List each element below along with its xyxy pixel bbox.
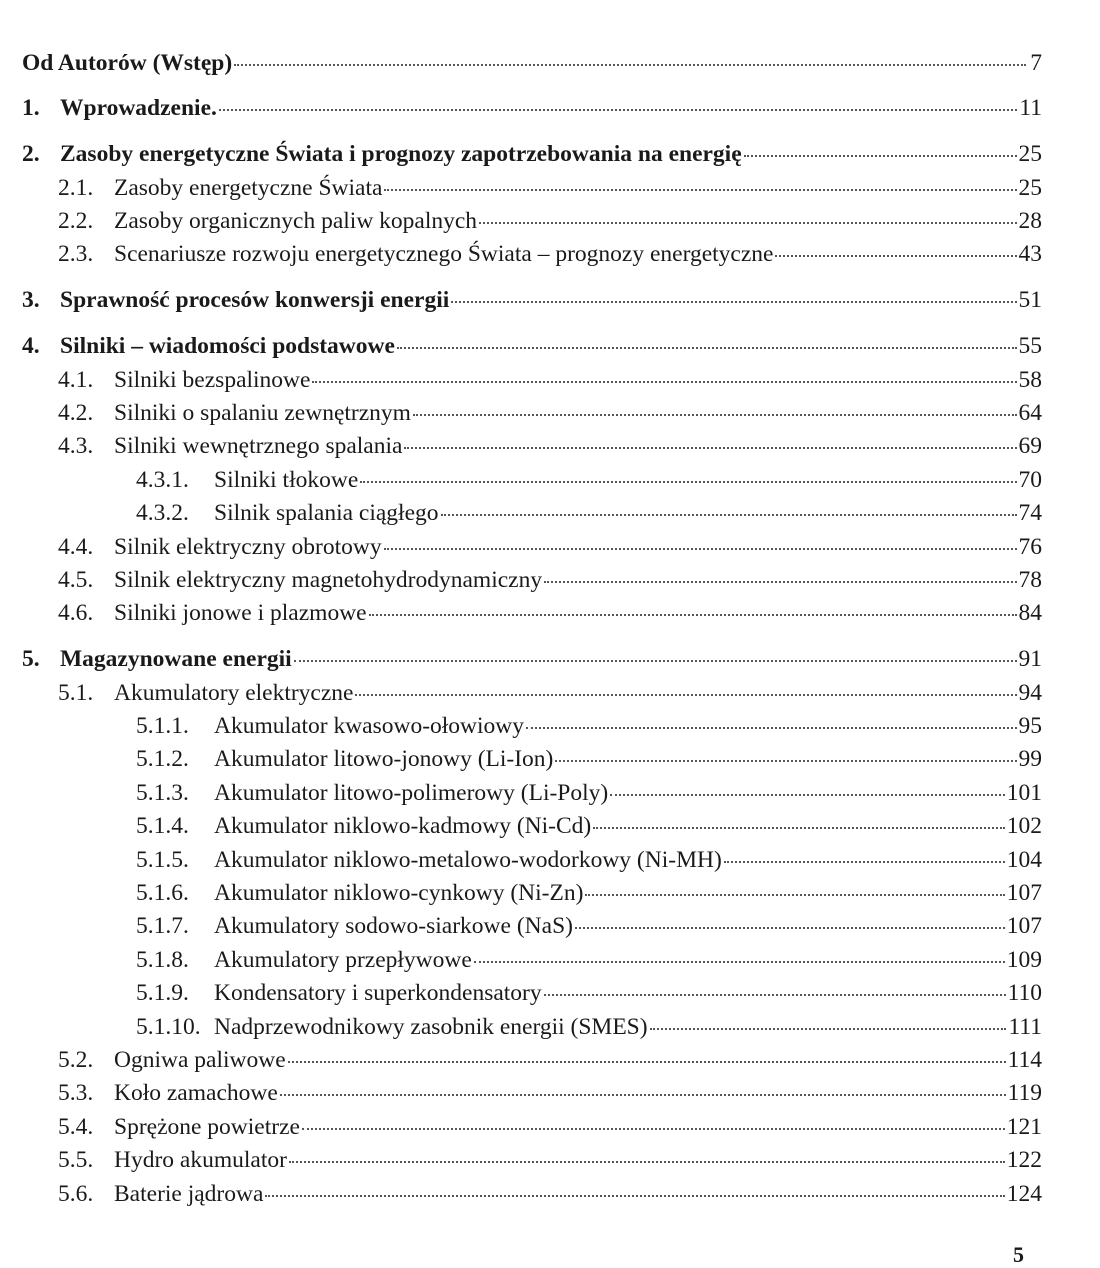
toc-entry-page: 55 bbox=[1018, 333, 1042, 360]
toc-entry-number: 5.6. bbox=[58, 1180, 94, 1207]
toc-entry-title: Akumulator kwasowo-ołowiowy bbox=[214, 713, 525, 740]
dot-leader bbox=[610, 776, 1005, 800]
toc-entry-page: 111 bbox=[1008, 1013, 1042, 1040]
dot-leader bbox=[384, 530, 1017, 554]
toc-entry[interactable] bbox=[22, 1010, 1042, 1043]
dot-leader bbox=[384, 171, 1016, 195]
toc-entry-page: 121 bbox=[1006, 1113, 1042, 1140]
toc-entry-title: Hydro akumulator bbox=[114, 1147, 287, 1174]
toc-entry[interactable] bbox=[22, 810, 1042, 843]
dot-leader bbox=[288, 1043, 1006, 1067]
dot-leader bbox=[404, 430, 1016, 454]
toc-entry[interactable] bbox=[22, 597, 1042, 630]
toc-entry[interactable] bbox=[22, 284, 1042, 317]
toc-entry[interactable] bbox=[22, 943, 1042, 976]
dot-leader bbox=[724, 843, 1005, 867]
toc-entry-page: 99 bbox=[1018, 746, 1042, 773]
toc-entry-number: 5.1.3. bbox=[136, 779, 189, 806]
dot-leader bbox=[555, 743, 1016, 767]
toc-entry-number: 2.2. bbox=[58, 208, 94, 235]
dot-leader bbox=[219, 92, 1017, 116]
dot-leader bbox=[280, 1077, 1006, 1101]
toc-entry-number: 2. bbox=[22, 141, 40, 168]
toc-entry-title: Akumulator niklowo-metalowo-wodorkowy (Ni-MH) bbox=[214, 846, 722, 873]
toc-entry[interactable] bbox=[22, 46, 1042, 79]
dot-leader bbox=[575, 910, 1005, 934]
toc-entry[interactable] bbox=[22, 563, 1042, 596]
toc-entry-page: 102 bbox=[1006, 813, 1042, 840]
toc-entry-page: 70 bbox=[1018, 466, 1042, 493]
toc-entry-title: Sprawność procesów konwersji energii bbox=[60, 287, 450, 314]
toc-entry-page: 76 bbox=[1018, 533, 1042, 560]
dot-leader bbox=[544, 977, 1006, 1001]
toc-entry-page: 43 bbox=[1018, 241, 1042, 268]
toc-entry-title: Od Autorów (Wstęp) bbox=[22, 49, 233, 76]
dot-leader bbox=[312, 363, 1016, 387]
toc-entry[interactable] bbox=[22, 1077, 1042, 1110]
toc-entry[interactable] bbox=[22, 776, 1042, 809]
toc-entry-title: Koło zamachowe bbox=[114, 1080, 278, 1107]
toc-entry-number: 5.1.6. bbox=[136, 879, 189, 906]
toc-entry-title: Zasoby energetyczne Świata bbox=[114, 174, 383, 201]
toc-entry-title: Magazynowane energii bbox=[60, 646, 292, 673]
toc-entry-title: Akumulator litowo-jonowy (Li-Ion) bbox=[214, 746, 554, 773]
toc-entry-title: Sprężone powietrze bbox=[114, 1113, 300, 1140]
toc-entry-page: 51 bbox=[1018, 287, 1042, 314]
toc-entry-number: 5.4. bbox=[58, 1113, 94, 1140]
toc-entry-title: Silniki – wiadomości podstawowe bbox=[60, 333, 395, 360]
toc-entry-number: 5.3. bbox=[58, 1080, 94, 1107]
toc-entry[interactable] bbox=[22, 743, 1042, 776]
toc-entry-page: 114 bbox=[1007, 1046, 1042, 1073]
toc-entry-page: 78 bbox=[1018, 566, 1042, 593]
dot-leader bbox=[369, 597, 1017, 621]
toc-entry[interactable] bbox=[22, 1144, 1042, 1177]
dot-leader bbox=[413, 397, 1017, 421]
toc-entry-number: 5.1.8. bbox=[136, 946, 189, 973]
toc-entry-title: Silniki jonowe i plazmowe bbox=[114, 600, 367, 627]
toc-entry-page: 64 bbox=[1018, 400, 1042, 427]
dot-leader bbox=[585, 876, 1004, 900]
toc-entry-number: 5.5. bbox=[58, 1147, 94, 1174]
toc-entry-number: 5.1.1. bbox=[136, 713, 189, 740]
toc-entry[interactable] bbox=[22, 710, 1042, 743]
toc-entry-title: Kondensatory i superkondensatory bbox=[214, 980, 542, 1007]
toc-entry-page: 11 bbox=[1019, 95, 1042, 122]
dot-leader bbox=[744, 138, 1017, 162]
toc-entry-title: Silniki tłokowe bbox=[214, 466, 359, 493]
toc-entry-page: 58 bbox=[1018, 366, 1042, 393]
toc-entry-title: Silnik elektryczny obrotowy bbox=[114, 533, 382, 560]
toc-entry[interactable] bbox=[22, 676, 1042, 709]
toc-entry-page: 107 bbox=[1006, 913, 1042, 940]
dot-leader bbox=[355, 676, 1016, 700]
toc-entry-page: 101 bbox=[1006, 779, 1042, 806]
toc-entry-page: 74 bbox=[1018, 500, 1042, 527]
toc-entry-page: 124 bbox=[1006, 1180, 1042, 1207]
toc-entry-number: 4.3.1. bbox=[136, 466, 189, 493]
toc-entry-number: 5.1. bbox=[58, 679, 94, 706]
dot-leader bbox=[775, 238, 1016, 262]
toc-entry-page: 25 bbox=[1018, 141, 1042, 168]
toc-entry-number: 5. bbox=[22, 646, 40, 673]
toc-entry[interactable] bbox=[22, 205, 1042, 238]
toc-entry-page: 25 bbox=[1018, 174, 1042, 201]
dot-leader bbox=[294, 643, 1017, 667]
toc-entry-title: Silniki wewnętrznego spalania bbox=[114, 433, 403, 460]
toc-entry[interactable] bbox=[22, 330, 1042, 363]
dot-leader bbox=[544, 563, 1016, 587]
toc-entry-title: Silniki o spalaniu zewnętrznym bbox=[114, 400, 411, 427]
toc-entry[interactable] bbox=[22, 238, 1042, 271]
dot-leader bbox=[451, 284, 1016, 308]
toc-entry-page: 94 bbox=[1018, 679, 1042, 706]
toc-entry-title: Zasoby organicznych paliw kopalnych bbox=[114, 208, 478, 235]
toc-entry-page: 109 bbox=[1006, 946, 1042, 973]
toc-entry[interactable] bbox=[22, 497, 1042, 530]
toc-entry-number: 4.3.2. bbox=[136, 500, 189, 527]
toc-entry[interactable] bbox=[22, 171, 1042, 204]
toc-entry[interactable] bbox=[22, 843, 1042, 876]
toc-entry-title: Wprowadzenie. bbox=[60, 95, 217, 122]
toc-entry-title: Akumulator litowo-polimerowy (Li-Poly) bbox=[214, 779, 609, 806]
toc-entry[interactable] bbox=[22, 397, 1042, 430]
page-number: 5 bbox=[1013, 1242, 1024, 1267]
toc-entry-number: 1. bbox=[22, 95, 40, 122]
toc-entry-title: Nadprzewodnikowy zasobnik energii (SMES) bbox=[214, 1013, 648, 1040]
toc-entry-number: 5.1.5. bbox=[136, 846, 189, 873]
toc-entry-number: 5.1.10. bbox=[136, 1013, 201, 1040]
toc-entry-page: 91 bbox=[1018, 646, 1042, 673]
toc-entry-title: Silnik spalania ciągłego bbox=[214, 500, 439, 527]
dot-leader bbox=[397, 330, 1017, 354]
toc-entry[interactable] bbox=[22, 363, 1042, 396]
toc-entry-number: 4.1. bbox=[58, 366, 94, 393]
toc-entry-number: 4.6. bbox=[58, 600, 94, 627]
toc-entry[interactable] bbox=[22, 910, 1042, 943]
dot-leader bbox=[265, 1177, 1004, 1201]
toc-entry-page: 84 bbox=[1018, 600, 1042, 627]
toc-entry-title: Baterie jądrowa bbox=[114, 1180, 264, 1207]
toc-entry-page: 119 bbox=[1007, 1080, 1042, 1107]
toc-entry-title: Akumulatory przepływowe bbox=[214, 946, 472, 973]
toc-entry-number: 4.3. bbox=[58, 433, 94, 460]
toc-entry[interactable] bbox=[22, 876, 1042, 909]
toc-entry-title: Scenariusze rozwoju energetycznego Świata – prognozy energetyczne bbox=[114, 241, 774, 268]
toc-entry[interactable] bbox=[22, 643, 1042, 676]
table-of-contents bbox=[22, 46, 1042, 1210]
toc-entry-number: 4. bbox=[22, 333, 40, 360]
dot-leader bbox=[234, 46, 1026, 70]
toc-entry-number: 3. bbox=[22, 287, 40, 314]
toc-entry-page: 104 bbox=[1006, 846, 1042, 873]
toc-entry-title: Akumulatory elektryczne bbox=[114, 679, 354, 706]
toc-entry-page: 28 bbox=[1018, 208, 1042, 235]
toc-entry-number: 5.1.9. bbox=[136, 980, 189, 1007]
toc-entry[interactable] bbox=[22, 1043, 1042, 1076]
dot-leader bbox=[474, 943, 1005, 967]
toc-entry[interactable] bbox=[22, 977, 1042, 1010]
dot-leader bbox=[479, 205, 1016, 229]
dot-leader bbox=[441, 497, 1017, 521]
toc-entry-number: 4.4. bbox=[58, 533, 94, 560]
toc-entry-number: 5.1.2. bbox=[136, 746, 189, 773]
toc-entry[interactable] bbox=[22, 430, 1042, 463]
dot-leader bbox=[360, 463, 1016, 487]
toc-entry-title: Ogniwa paliwowe bbox=[114, 1046, 286, 1073]
toc-entry[interactable] bbox=[22, 1110, 1042, 1143]
toc-entry-title: Akumulator niklowo-kadmowy (Ni-Cd) bbox=[214, 813, 592, 840]
toc-entry-page: 7 bbox=[1030, 49, 1042, 76]
dot-leader bbox=[289, 1144, 1005, 1168]
toc-entry-number: 4.2. bbox=[58, 400, 94, 427]
toc-entry-page: 107 bbox=[1006, 879, 1042, 906]
toc-entry[interactable] bbox=[22, 138, 1042, 171]
toc-entry[interactable] bbox=[22, 530, 1042, 563]
dot-leader bbox=[593, 810, 1004, 834]
toc-entry-page: 122 bbox=[1006, 1147, 1042, 1174]
toc-entry-title: Silnik elektryczny magnetohydrodynamiczny bbox=[114, 566, 543, 593]
toc-entry-page: 69 bbox=[1018, 433, 1042, 460]
toc-entry[interactable] bbox=[22, 463, 1042, 496]
toc-entry-page: 95 bbox=[1018, 713, 1042, 740]
toc-entry-title: Akumulator niklowo-cynkowy (Ni-Zn) bbox=[214, 879, 584, 906]
toc-entry-number: 2.1. bbox=[58, 174, 94, 201]
toc-entry[interactable] bbox=[22, 1177, 1042, 1210]
toc-entry-number: 5.1.7. bbox=[136, 913, 189, 940]
toc-entry-title: Silniki bezspalinowe bbox=[114, 366, 311, 393]
toc-entry-number: 2.3. bbox=[58, 241, 94, 268]
dot-leader bbox=[302, 1110, 1005, 1134]
toc-entry[interactable] bbox=[22, 92, 1042, 125]
toc-entry-number: 4.5. bbox=[58, 566, 94, 593]
toc-entry-number: 5.2. bbox=[58, 1046, 94, 1073]
toc-entry-number: 5.1.4. bbox=[136, 813, 189, 840]
toc-entry-title: Zasoby energetyczne Świata i prognozy zapotrzebowania na energię bbox=[60, 141, 742, 168]
dot-leader bbox=[650, 1010, 1007, 1034]
toc-entry-page: 110 bbox=[1007, 980, 1042, 1007]
toc-entry-title: Akumulatory sodowo-siarkowe (NaS) bbox=[214, 913, 573, 940]
dot-leader bbox=[526, 710, 1016, 734]
